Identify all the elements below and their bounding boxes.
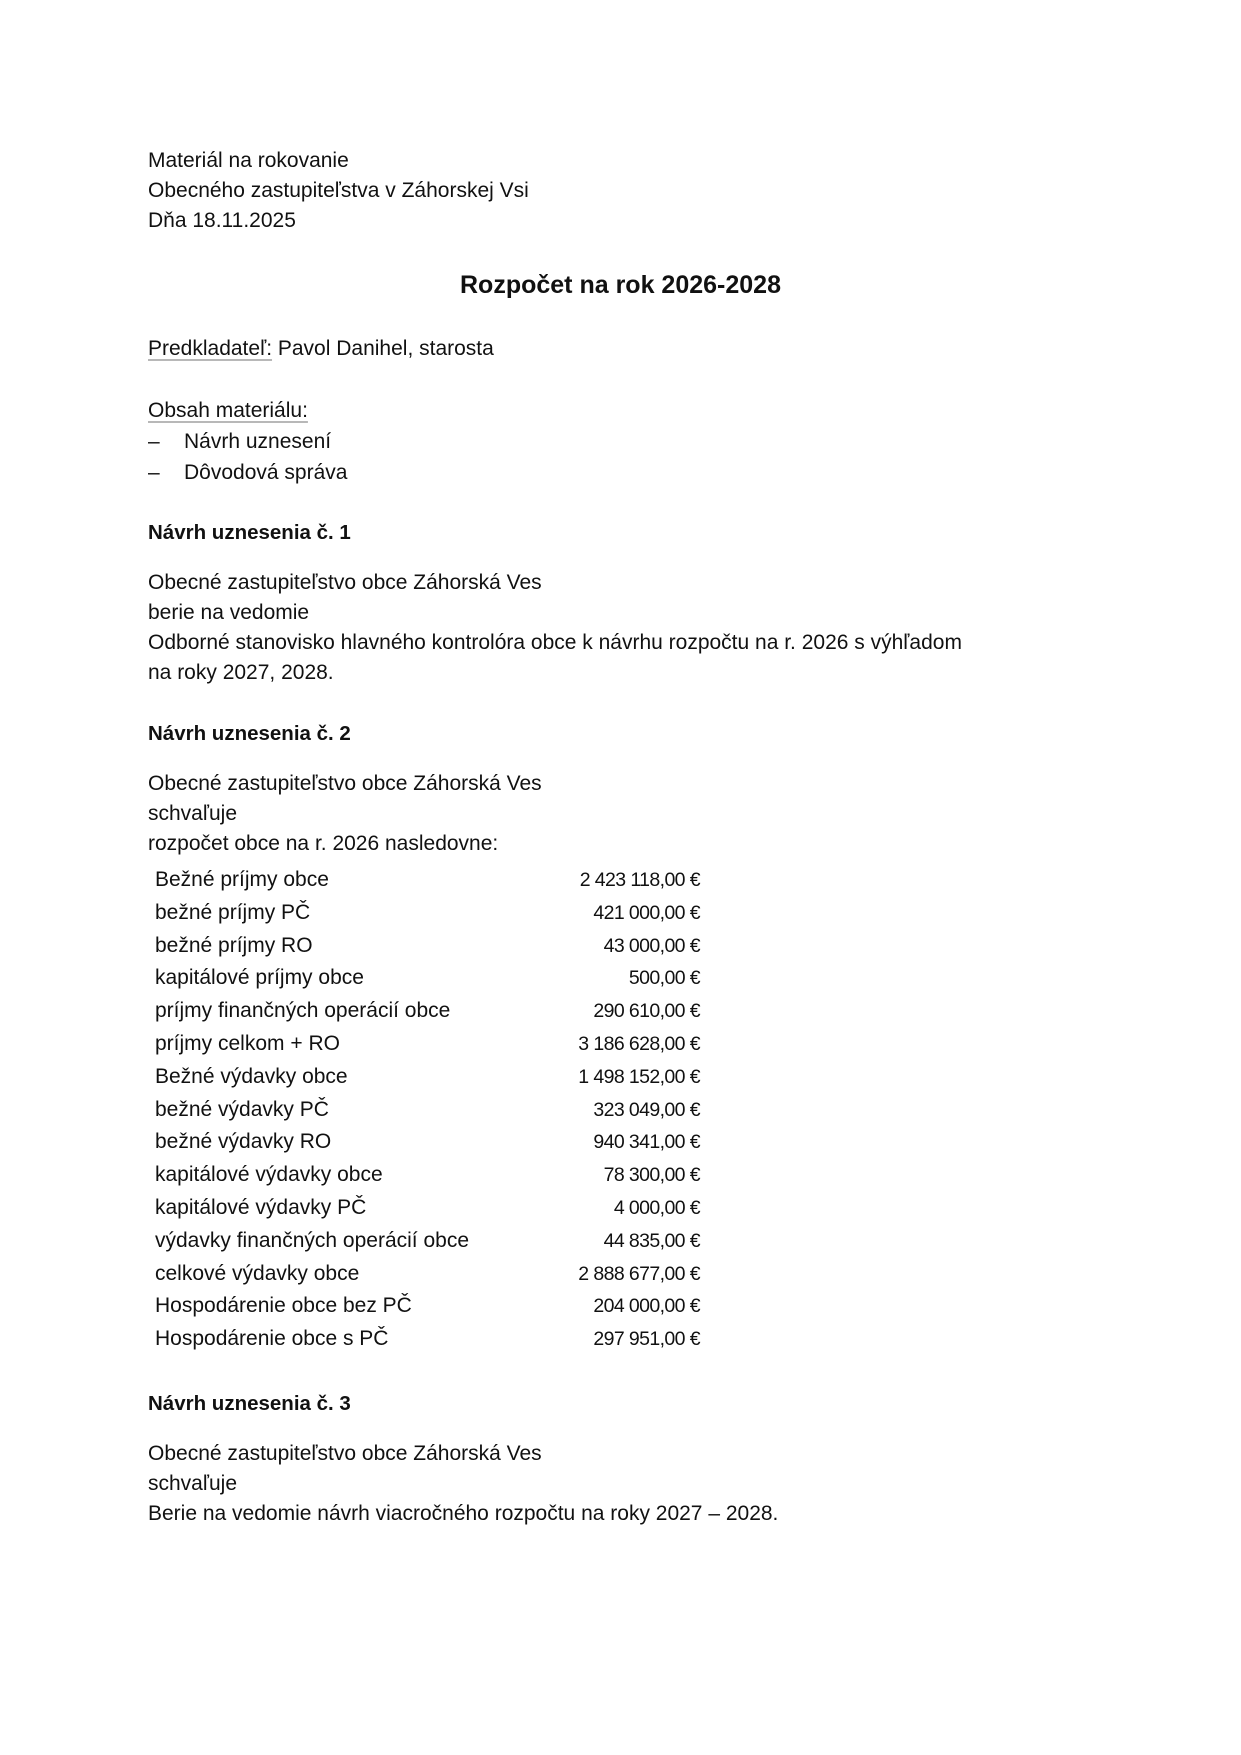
budget-value: 323 049,00 € <box>593 1098 700 1121</box>
budget-label: bežné príjmy PČ <box>155 900 311 924</box>
budget-value: 940 341,00 € <box>593 1131 700 1154</box>
budget-value: 1 498 152,00 € <box>578 1065 700 1088</box>
budget-label: Hospodárenie obce s PČ <box>155 1327 389 1351</box>
submitter-label: Predkladateľ: <box>148 337 273 360</box>
budget-value: 204 000,00 € <box>593 1295 700 1318</box>
budget-label: Hospodárenie obce bez PČ <box>155 1294 412 1318</box>
budget-value: 500,00 € <box>628 967 700 990</box>
budget-value: 297 951,00 € <box>593 1328 700 1351</box>
budget-row <box>155 1159 700 1192</box>
budget-label: kapitálové výdavky obce <box>155 1163 383 1187</box>
dash-bullet-icon: – <box>148 461 160 484</box>
budget-row <box>155 1061 700 1094</box>
budget-value: 78 300,00 € <box>603 1164 700 1187</box>
resolution-2-heading: Návrh uznesenia č. 2 <box>148 722 351 745</box>
budget-label: príjmy celkom + RO <box>155 1031 340 1055</box>
budget-label: bežné výdavky PČ <box>155 1097 329 1121</box>
page-title: Rozpočet na rok 2026-2028 <box>460 271 781 299</box>
budget-value: 4 000,00 € <box>613 1196 700 1219</box>
budget-value: 43 000,00 € <box>603 934 700 957</box>
budget-row <box>155 962 700 995</box>
budget-value: 421 000,00 € <box>593 901 700 924</box>
resolution-1-text-cont: na roky 2027, 2028. <box>148 661 334 684</box>
budget-row <box>155 897 700 930</box>
budget-row <box>155 1225 700 1258</box>
budget-value: 2 888 677,00 € <box>578 1262 700 1285</box>
budget-value: 3 186 628,00 € <box>578 1032 700 1055</box>
header-date-line: Dňa 18.11.2025 <box>148 209 296 232</box>
resolution-1-text: Odborné stanovisko hlavného kontrolóra obce k návrhu rozpočtu na r. 2026 s výhľadom <box>148 631 962 654</box>
resolution-1-body: Obecné zastupiteľstvo obce Záhorská Ves <box>148 571 542 594</box>
contents-item <box>148 458 347 488</box>
budget-label: celkové výdavky obce <box>155 1261 360 1285</box>
budget-row <box>155 1323 700 1356</box>
contents-item <box>148 427 331 457</box>
resolution-3-heading: Návrh uznesenia č. 3 <box>148 1392 351 1415</box>
budget-row <box>155 1126 700 1159</box>
contents-item-label: Návrh uznesení <box>184 430 332 453</box>
budget-value: 44 835,00 € <box>603 1229 700 1252</box>
dash-bullet-icon: – <box>148 430 160 453</box>
resolution-3-body: Obecné zastupiteľstvo obce Záhorská Ves <box>148 1442 542 1465</box>
resolution-3-verb: schvaľuje <box>148 1472 238 1495</box>
resolution-2-verb: schvaľuje <box>148 802 238 825</box>
contents-label-line <box>148 396 308 426</box>
budget-value: 2 423 118,00 € <box>579 869 700 891</box>
resolution-1-heading: Návrh uznesenia č. 1 <box>148 521 351 544</box>
budget-label: kapitálové príjmy obce <box>155 966 364 990</box>
budget-row <box>155 1094 700 1127</box>
resolution-2-body: Obecné zastupiteľstvo obce Záhorská Ves <box>148 772 542 795</box>
budget-value: 290 610,00 € <box>593 1000 700 1023</box>
budget-label: Bežné príjmy obce <box>155 868 329 891</box>
resolution-2-text: rozpočet obce na r. 2026 nasledovne: <box>148 832 499 855</box>
budget-label: bežné príjmy RO <box>155 933 313 957</box>
budget-row <box>155 864 700 897</box>
submitter-line <box>148 334 494 364</box>
resolution-3-text: Berie na vedomie návrh viacročného rozpočtu na roky 2027 – 2028. <box>148 1502 779 1525</box>
budget-row <box>155 1192 700 1225</box>
budget-row <box>155 1290 700 1323</box>
budget-row <box>155 1028 700 1061</box>
resolution-1-verb: berie na vedomie <box>148 601 310 624</box>
contents-label: Obsah materiálu: <box>148 399 308 422</box>
budget-table <box>155 864 700 1356</box>
header-council-line: Obecného zastupiteľstva v Záhorskej Vsi <box>148 179 529 202</box>
budget-label: príjmy finančných operácií obce <box>155 999 451 1023</box>
submitter-value: Pavol Danihel, starosta <box>272 337 494 360</box>
budget-row <box>155 995 700 1028</box>
budget-row <box>155 930 700 963</box>
budget-row <box>155 1258 700 1291</box>
header-material-line: Materiál na rokovanie <box>148 149 349 172</box>
contents-item-label: Dôvodová správa <box>184 461 348 484</box>
budget-label: Bežné výdavky obce <box>155 1064 348 1088</box>
budget-label: kapitálové výdavky PČ <box>155 1195 367 1219</box>
budget-label: výdavky finančných operácií obce <box>155 1228 470 1252</box>
budget-label: bežné výdavky RO <box>155 1130 332 1154</box>
